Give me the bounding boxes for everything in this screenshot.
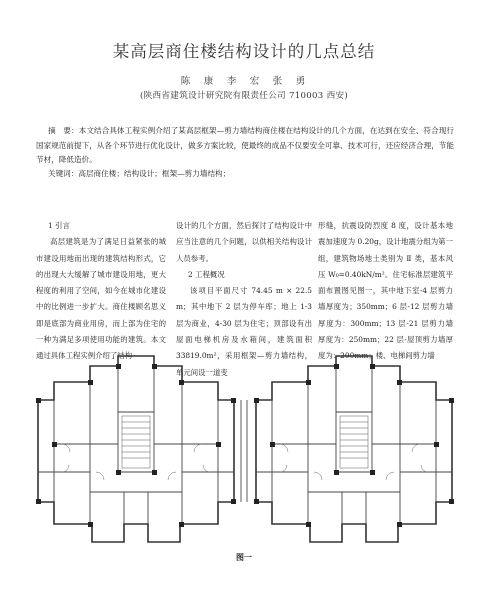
paragraph: 形缝，抗震设防烈度 8 度，设计基本地震加速度为 0.20g，设计地震分组为第一组，建筑物场地土类别为 Ⅱ 类，基本风压 W₀=0.40kN/m²。住宅标准层建筑平面布置图见图一，其中地下室-4 层剪力墙厚度为；350mm；6 层-12 层剪力墙厚度为：300mm；13 层-21 层剪力墙厚度为：250mm；22 层-屋顶剪力墙厚度为：200mm；楼、电梯间剪力墙: [318, 221, 453, 361]
paper-keywords: 关键词：高层商住楼；结构设计；框架—剪力墙结构；: [48, 169, 231, 178]
floor-plan-unit-right: [254, 356, 454, 542]
paper-affiliation: (陕西省建筑设计研究院有限责任公司 710003 西安): [139, 91, 349, 101]
floor-plan-unit-left: [36, 356, 236, 542]
paper-authors: 陈 康 李 宏 张 勇: [180, 76, 308, 87]
paper-title: 某高层商住楼结构设计的几点总结: [112, 42, 376, 61]
paragraph: 设计的几个方面，然后探讨了结构设计中应当注意的几个问题，以供相关结构设计人员参考。: [176, 221, 312, 263]
paragraph: 高层建筑是为了满足日益紧张的城市建设用地而出现的建筑结构形式，它的出现大大缓解了城市建设用地，更大程度的利用了空间，如今在城市化建设中的比例进一步扩大。商住楼顾名思义即是底部为商业用房，而上部为住宅的一种为满足多项使用功能的建筑。本文通过具体工程实例介绍了结构: [36, 237, 166, 361]
section-heading-intro: 1 引言: [48, 221, 70, 230]
paper-abstract: [36, 124, 454, 168]
section-heading-overview: 2 工程概况: [188, 269, 225, 279]
abstract-text: 摘 要：本文结合具体工程实例介绍了某高层框架—剪力墙结构商住楼在结构设计的几个方面，在达到在安全、符合现行国家规范前提下，从各个环节进行优化设计，做多方案比较，使最终的成品不仅要安全可靠、技术可行，还应经济合理，节能节材，降低造价。: [36, 126, 454, 164]
figure-caption: 图一: [236, 552, 252, 562]
floor-plan-figure: [28, 340, 460, 552]
paragraph: 该项目平面尺寸 74.45 m × 22.5 m；其中地下 2 层为停车库；地上 1-3 层为商业，4-30 层为住宅；顶部设有出屋面电梯机房及水箱间，建筑面积 33819.0m²，采用框架—剪力墙结构，单元间设一道变: [176, 286, 312, 377]
